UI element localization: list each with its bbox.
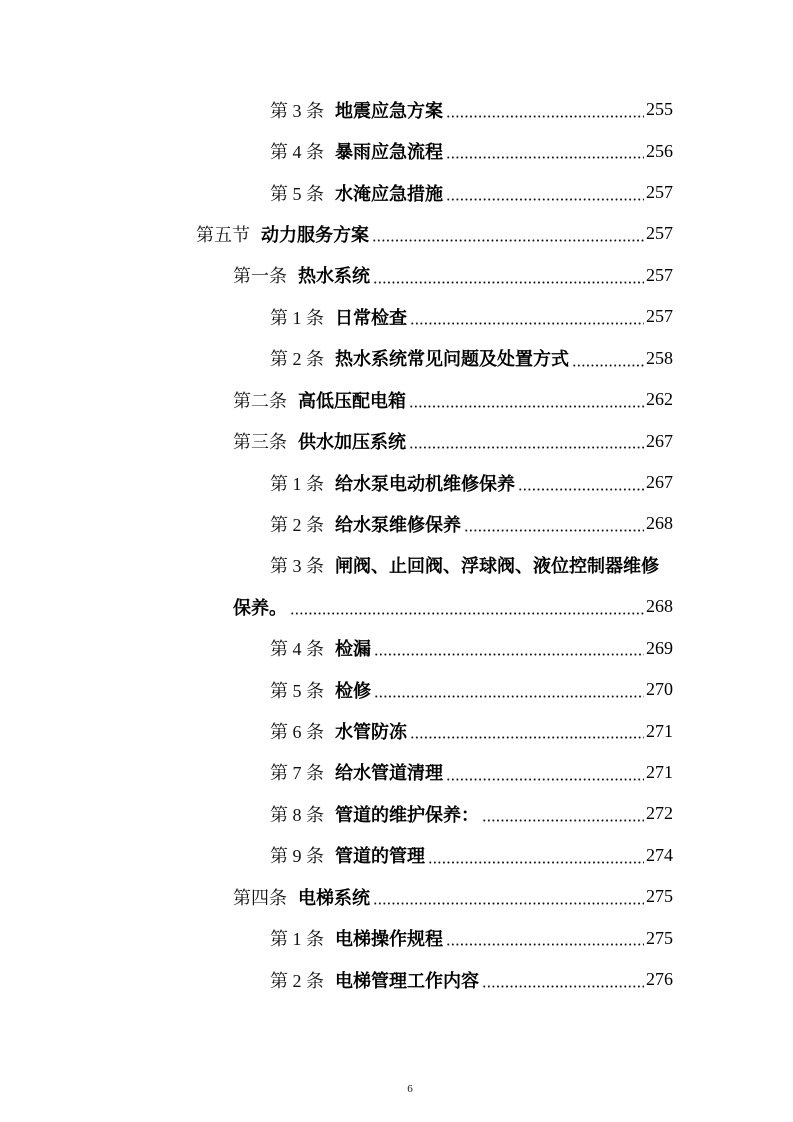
toc-entry-title: 暴雨应急流程	[335, 142, 443, 163]
toc-entry-number: 第四条	[233, 887, 287, 908]
toc-section-entry[interactable]	[0, 213, 673, 254]
toc-entry-page: 257	[646, 264, 673, 285]
toc-entry-title: 给水泵维修保养	[335, 514, 461, 535]
toc-entry[interactable]	[0, 503, 673, 544]
toc-entry-page: 256	[646, 140, 673, 161]
toc-entry-number: 第 3 条	[270, 556, 324, 577]
table-of-contents	[0, 89, 673, 1000]
leader-dots	[374, 669, 644, 710]
toc-entry-title: 日常检查	[335, 307, 407, 328]
leader-dots	[446, 752, 644, 793]
toc-entry-page: 267	[646, 430, 673, 451]
toc-entry[interactable]	[0, 130, 673, 171]
toc-entry[interactable]	[0, 296, 673, 337]
toc-entry-number: 第 1 条	[270, 473, 324, 494]
toc-entry-page: 258	[646, 347, 673, 368]
toc-entry[interactable]	[0, 338, 673, 379]
toc-article-entry[interactable]	[0, 420, 673, 461]
leader-dots	[446, 172, 644, 213]
toc-entry-title: 热水系统常见问题及处置方式	[335, 349, 569, 370]
toc-entry-title: 电梯管理工作内容	[335, 970, 479, 991]
toc-entry-page: 274	[646, 844, 673, 865]
leader-dots	[374, 627, 644, 668]
toc-entry-number: 第二条	[233, 390, 287, 411]
toc-entry-page: 271	[646, 761, 673, 782]
leader-dots	[409, 420, 644, 461]
leader-dots	[373, 255, 644, 296]
toc-entry-title: 检修	[335, 680, 371, 701]
toc-entry-page: 267	[646, 472, 673, 492]
toc-entry-page: 269	[646, 637, 673, 658]
toc-entry-title: 给水泵电动机维修保养	[335, 473, 515, 494]
toc-entry-wrapped[interactable]	[0, 545, 673, 586]
toc-entry-title: 高低压配电箱	[298, 390, 406, 411]
toc-article-entry[interactable]	[0, 379, 673, 420]
toc-entry-page: 268	[646, 596, 673, 617]
leader-dots	[446, 130, 644, 171]
toc-entry-page: 271	[646, 720, 673, 741]
toc-entry-number: 第 1 条	[270, 307, 324, 328]
toc-entry-title-continued: 保养。	[233, 597, 287, 618]
leader-dots	[518, 462, 644, 503]
toc-entry-page: 276	[646, 969, 673, 990]
toc-entry-number: 第 5 条	[270, 680, 324, 701]
toc-article-entry[interactable]	[0, 876, 673, 917]
toc-entry-title: 检漏	[335, 639, 371, 660]
toc-entry-title: 供水加压系统	[298, 432, 406, 453]
toc-article-entry[interactable]	[0, 255, 673, 296]
leader-dots	[372, 213, 644, 254]
leader-dots	[482, 793, 644, 834]
toc-entry-page: 255	[646, 99, 673, 120]
toc-entry-number: 第 3 条	[270, 100, 324, 121]
toc-entry-page: 275	[646, 886, 673, 907]
toc-entry-title: 给水管道清理	[335, 763, 443, 784]
toc-entry-number: 第 1 条	[270, 929, 324, 950]
toc-entry-title: 管道的维护保养：	[335, 804, 479, 825]
leader-dots	[572, 338, 644, 379]
toc-entry-page: 257	[646, 223, 673, 244]
toc-entry[interactable]	[0, 793, 673, 834]
toc-entry-number: 第 2 条	[270, 514, 324, 535]
leader-dots	[482, 959, 644, 1000]
toc-entry-number: 第 9 条	[270, 846, 324, 867]
toc-entry-number: 第 4 条	[270, 639, 324, 660]
toc-entry-title: 水管防冻	[335, 722, 407, 743]
toc-entry-title: 闸阀、止回阀、浮球阀、液位控制器维修	[335, 556, 659, 577]
toc-entry[interactable]	[0, 172, 673, 213]
leader-dots	[290, 586, 644, 627]
toc-entry[interactable]	[0, 917, 673, 958]
toc-entry-title: 动力服务方案	[261, 224, 369, 245]
toc-entry-page: 275	[646, 927, 673, 948]
toc-entry[interactable]	[0, 669, 673, 710]
toc-entry[interactable]	[0, 89, 673, 130]
leader-dots	[428, 835, 644, 876]
toc-entry-title: 电梯操作规程	[335, 929, 443, 950]
leader-dots	[373, 876, 644, 917]
toc-entry-page: 272	[646, 803, 673, 824]
leader-dots	[410, 710, 644, 751]
page-number: 6	[407, 1083, 413, 1095]
toc-entry[interactable]	[0, 627, 673, 668]
toc-entry-title: 水淹应急措施	[335, 183, 443, 204]
toc-entry-number: 第 4 条	[270, 142, 324, 163]
toc-entry-title: 热水系统	[298, 266, 370, 287]
toc-entry[interactable]	[0, 835, 673, 876]
toc-entry-number: 第 7 条	[270, 763, 324, 784]
toc-entry-page: 270	[646, 679, 673, 700]
toc-entry-title: 电梯系统	[298, 887, 370, 908]
leader-dots	[464, 503, 644, 544]
toc-entry-number: 第一条	[233, 266, 287, 287]
leader-dots	[410, 296, 644, 337]
toc-entry-number: 第 5 条	[270, 183, 324, 204]
toc-entry-number: 第三条	[233, 432, 287, 453]
toc-entry-number: 第 6 条	[270, 722, 324, 743]
leader-dots	[409, 379, 644, 420]
leader-dots	[446, 917, 644, 958]
toc-entry[interactable]	[0, 959, 673, 1000]
toc-entry[interactable]	[0, 710, 673, 751]
toc-entry-number: 第 2 条	[270, 349, 324, 370]
toc-entry-number: 第五节	[196, 224, 250, 245]
toc-entry-number: 第 8 条	[270, 804, 324, 825]
toc-entry-title: 地震应急方案	[335, 100, 443, 121]
toc-entry-page: 262	[646, 389, 673, 410]
toc-entry-continuation[interactable]	[0, 586, 673, 627]
toc-entry[interactable]	[0, 462, 673, 503]
toc-entry-page: 257	[646, 182, 673, 203]
leader-dots	[446, 89, 644, 130]
toc-entry-number: 第 2 条	[270, 970, 324, 991]
toc-entry-title: 管道的管理	[335, 846, 425, 867]
toc-entry-page: 257	[646, 306, 673, 327]
toc-entry[interactable]	[0, 752, 673, 793]
toc-entry-page: 268	[646, 513, 673, 534]
